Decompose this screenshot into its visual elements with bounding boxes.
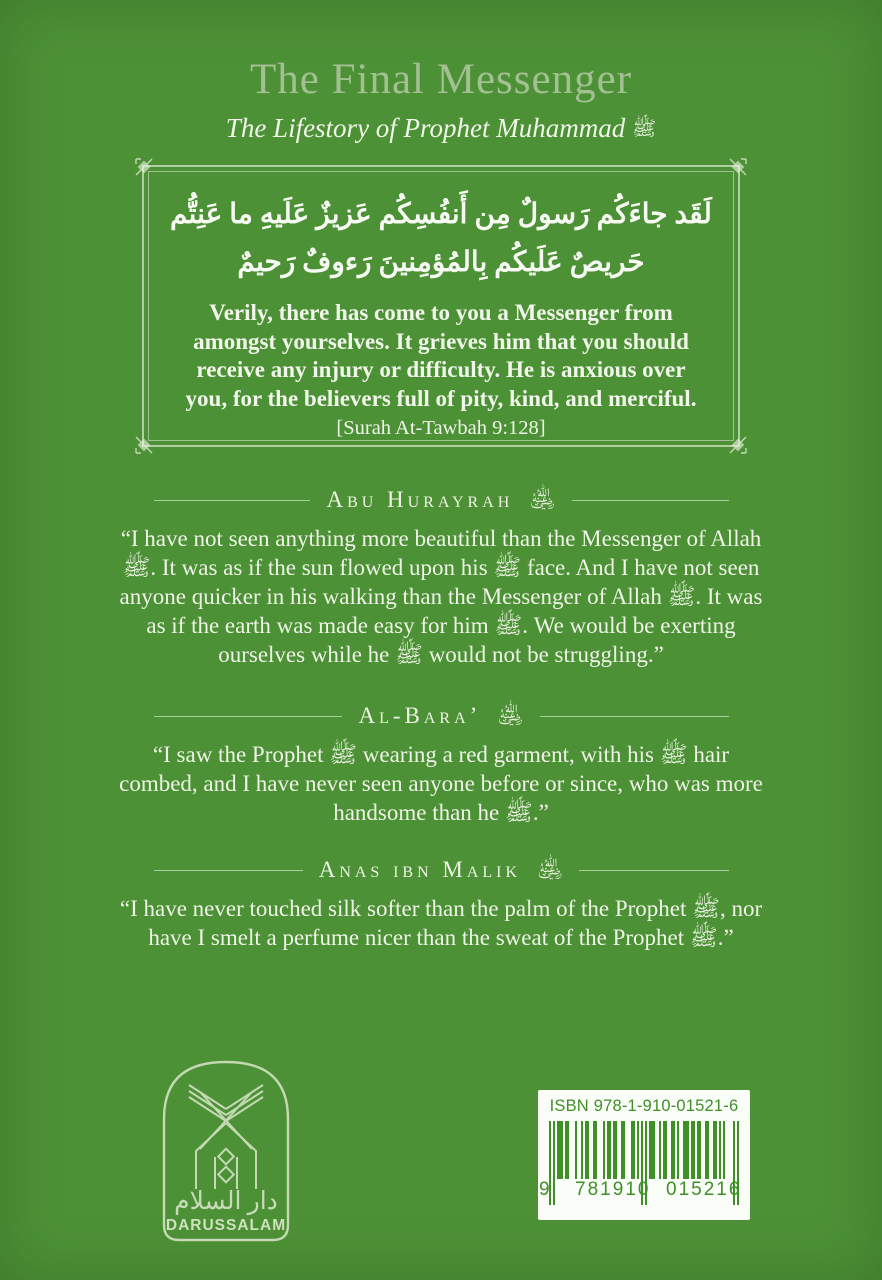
isbn-number: ISBN 978-1-910-01521-6 — [549, 1097, 739, 1115]
heading-rule-right — [572, 500, 729, 501]
heading-rule-right — [540, 716, 729, 717]
honorific-saw-icon: ﷺ — [632, 118, 657, 141]
darussalam-logo-icon — [159, 1057, 293, 1245]
publisher-logo — [159, 1057, 293, 1245]
barcode-digit-group: 781910 — [575, 1179, 651, 1200]
heading-rule-right — [579, 870, 728, 871]
book-subtitle-text: The Lifestory of Prophet Muhammad — [225, 113, 626, 144]
verse-arabic-line-1: لَقَد جاءَكُم رَسولٌ مِن أَنفُسِكُم عَزيزٌ عَلَيهِ ما عَنِتُّم — [170, 199, 712, 231]
narrator-name: Anas ibn Malik — [318, 857, 522, 883]
heading-rule-left — [154, 500, 311, 501]
verse-arabic-line-2: حَريصٌ عَلَيكُم بِالمُؤمِنينَ رَءوفٌ رَحيمٌ — [237, 247, 645, 279]
hadith-quote: “I have not seen anything more beautiful than the Messenger of Allah ﷺ. It was as if the sun flowed upon his ﷺ face. And I have not seen anyone quicker in his walking than the Messenger of Allah ﷺ. It was as if the earth was made easy for him ﷺ. We would be exerting ourselves while he ﷺ would not be struggling.” — [119, 526, 763, 668]
book-subtitle — [0, 113, 882, 145]
frame-corner-ornament-icon — [133, 156, 155, 178]
heading-rule-left — [154, 870, 303, 871]
publisher-name-arabic: دار السلام — [174, 1188, 278, 1215]
heading-rule-left — [154, 716, 343, 717]
narrator-name: Al-Bara’ — [358, 703, 482, 729]
frame-corner-ornament-icon — [727, 156, 749, 178]
frame-corner-ornament-icon — [727, 434, 749, 456]
hadith-quote: “I saw the Prophet ﷺ wearing a red garment, with his ﷺ hair combed, and I have never seen anyone before or since, who was more handsome than he ﷺ.” — [119, 742, 763, 826]
barcode-digit-group: 9 — [539, 1179, 552, 1200]
publisher-name-latin: DARUSSALAM — [165, 1217, 287, 1234]
narrator-heading-abu-hurayrah: Abu Hurayrah ﵁ — [154, 487, 729, 513]
isbn-barcode-panel — [538, 1090, 750, 1220]
frame-corner-ornament-icon — [133, 434, 155, 456]
verse-translation-text: Verily, there has come to you a Messenger from amongst yourselves. It grieves him that you should receive any injury or difficulty. He is anxious over you, for the believers full of pity, kind, and merciful. — [185, 300, 697, 411]
book-title: The Final Messenger — [249, 56, 633, 103]
narrator-name: Abu Hurayrah — [326, 487, 514, 513]
barcode-bars — [539, 1121, 742, 1205]
narrator-heading-anas-ibn-malik: Anas ibn Malik ﵁ — [154, 857, 729, 883]
barcode-digits — [539, 1179, 742, 1203]
quran-verse-arabic — [144, 191, 738, 287]
verse-translation — [174, 299, 708, 443]
verse-reference: [Surah At-Tawbah 9:128] — [336, 417, 546, 440]
narrator-heading-al-bara: Al-Bara’ ﵁ — [154, 703, 729, 729]
verse-panel — [142, 165, 740, 447]
hadith-quote: “I have never touched silk softer than the palm of the Prophet ﷺ, nor have I smelt a perfume nicer than the sweat of the Prophet ﷺ.” — [119, 896, 763, 951]
barcode-digit-group: 015216 — [666, 1179, 742, 1200]
